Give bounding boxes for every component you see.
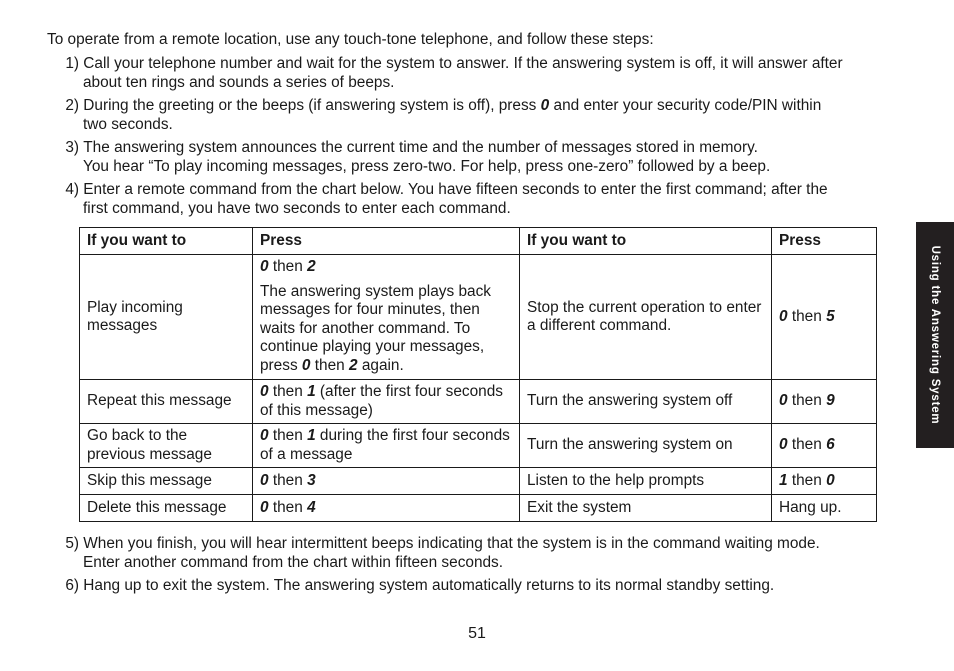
- table-row: [80, 424, 877, 468]
- step-4: [47, 181, 907, 218]
- step-text-line: Enter another command from the chart within fifteen seconds.: [83, 553, 504, 571]
- key-digit: 1: [307, 383, 316, 400]
- key-digit: 0: [260, 498, 269, 516]
- cell-text: during the first four seconds of a message: [260, 427, 510, 463]
- side-tab-label: Using the Answering System: [929, 245, 941, 425]
- table-header-row: [80, 228, 877, 255]
- col-header-want-right: If you want to: [520, 228, 772, 255]
- step-number: 2): [65, 97, 79, 114]
- step-5: [47, 535, 907, 572]
- step-text-line: When you finish, you will hear intermittent beeps indicating that the system is in the command waiting mode.: [83, 535, 820, 552]
- then-word: then: [272, 471, 303, 489]
- col-header-want-left: If you want to: [80, 228, 253, 255]
- table-row: [80, 255, 877, 380]
- key-digit: 0: [826, 471, 835, 489]
- table-cell: [772, 255, 877, 380]
- step-number: 6): [65, 577, 79, 594]
- table-cell: [253, 468, 520, 495]
- table-row: [80, 495, 877, 522]
- table-cell: Turn the answering system off: [520, 380, 772, 424]
- then-word: then: [791, 436, 822, 454]
- cell-text: again.: [357, 356, 404, 374]
- page-number: 51: [468, 625, 486, 642]
- step-number: 4): [65, 181, 79, 198]
- step-text-line: first command, you have two seconds to enter each command.: [83, 199, 511, 217]
- cell-text: (after the first four seconds of this message): [260, 383, 503, 419]
- key-digit: 1: [779, 471, 788, 489]
- key-digit: 0: [301, 356, 311, 374]
- step-2: [47, 97, 907, 134]
- table-row: [80, 380, 877, 424]
- key-digit: 0: [260, 471, 269, 489]
- table-cell: [772, 424, 877, 468]
- step-text: and enter your security code/PIN within: [549, 97, 822, 114]
- table-cell: Listen to the help prompts: [520, 468, 772, 495]
- key-digit: 2: [349, 356, 358, 374]
- col-header-press-left: Press: [253, 228, 520, 255]
- step-6: [47, 577, 907, 596]
- step-text: During the greeting or the beeps (if answering system is off), press: [83, 97, 541, 114]
- table-cell: Skip this message: [80, 468, 253, 495]
- key-digit: 2: [307, 258, 316, 275]
- key-digit: 0: [779, 392, 788, 410]
- key-digit: 0: [779, 307, 788, 325]
- step-number: 3): [65, 139, 79, 156]
- key-digit: 0: [260, 427, 269, 444]
- intro-paragraph: To operate from a remote location, use any touch-tone telephone, and follow these steps:: [47, 31, 654, 48]
- col-header-press-right: Press: [772, 228, 877, 255]
- table-cell: Turn the answering system on: [520, 424, 772, 468]
- then-word: then: [272, 498, 303, 516]
- then-word: then: [310, 356, 349, 374]
- table-row: [80, 468, 877, 495]
- steps-list-bottom: [47, 535, 907, 601]
- step-number: 1): [65, 55, 79, 72]
- step-text-line: Call your telephone number and wait for the system to answer. If the answering system is off, it will answer after: [83, 55, 843, 72]
- then-word: then: [272, 427, 303, 444]
- table-cell: [253, 424, 520, 468]
- step-text-line: You hear “To play incoming messages, press zero-two. For help, press one-zero” followed by a beep.: [83, 157, 771, 175]
- cell-text: The answering system plays back messages for four minutes, then waits for another command. To continue playing your messages, press: [260, 282, 491, 374]
- table-cell: [253, 255, 520, 380]
- step-text-line: The answering system announces the current time and the number of messages stored in memory.: [83, 139, 758, 156]
- step-text-line: Hang up to exit the system. The answering system automatically returns to its normal standby setting.: [83, 577, 775, 594]
- then-word: then: [272, 383, 303, 400]
- step-text-line: about ten rings and sounds a series of beeps.: [83, 73, 395, 91]
- table-cell: Exit the system: [520, 495, 772, 522]
- table-cell: Hang up.: [772, 495, 877, 522]
- table-cell: Delete this message: [80, 495, 253, 522]
- table-cell: [772, 380, 877, 424]
- key-digit: 3: [307, 471, 316, 489]
- table-cell: Repeat this message: [80, 380, 253, 424]
- table-cell: [772, 468, 877, 495]
- steps-list-top: [47, 55, 907, 223]
- step-number: 5): [65, 535, 79, 552]
- key-digit: 4: [307, 498, 316, 516]
- key-digit: 0: [540, 97, 550, 114]
- table-cell: Stop the current operation to enter a different command.: [520, 255, 772, 380]
- key-digit: 0: [260, 258, 269, 275]
- table-cell: [253, 380, 520, 424]
- key-digit: 0: [260, 383, 269, 400]
- table-cell: Go back to the previous message: [80, 424, 253, 468]
- then-word: then: [791, 471, 822, 489]
- key-digit: 0: [779, 436, 788, 454]
- key-digit: 1: [307, 427, 316, 444]
- then-word: then: [272, 258, 303, 275]
- step-text-line: two seconds.: [83, 115, 173, 133]
- table-cell: [253, 495, 520, 522]
- key-digit: 9: [826, 392, 835, 410]
- step-3: [47, 139, 907, 176]
- table-cell: Play incoming messages: [80, 255, 253, 380]
- section-side-tab: [916, 222, 954, 448]
- then-word: then: [791, 392, 822, 410]
- step-text-line: Enter a remote command from the chart below. You have fifteen seconds to enter the first command; after the: [83, 181, 828, 198]
- remote-command-table: [79, 227, 877, 522]
- key-digit: 6: [826, 436, 835, 454]
- then-word: then: [791, 307, 822, 325]
- key-digit: 5: [826, 307, 835, 325]
- step-1: [47, 55, 907, 92]
